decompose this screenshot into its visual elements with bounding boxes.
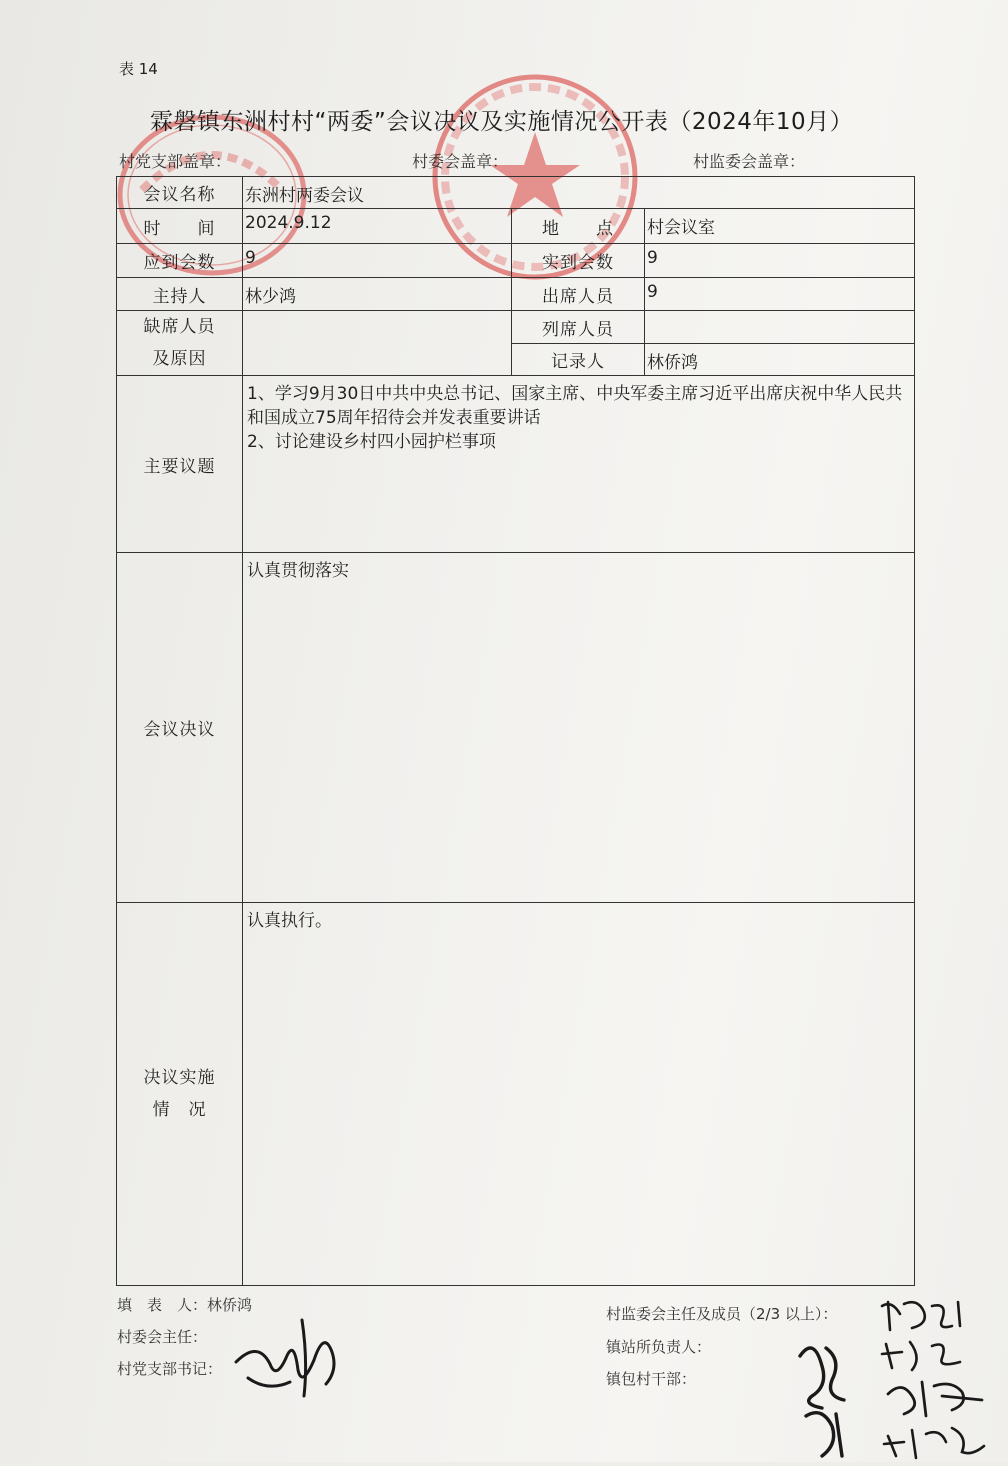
recorder-label: 记录人 <box>512 344 645 376</box>
station-head-label: 镇站所负责人： <box>606 1338 712 1356</box>
observers-value <box>645 311 915 344</box>
implementation-label-line-2: 情 况 <box>152 1100 207 1120</box>
topic-item-1: 1、学习9月30日中共中央总书记、国家主席、中央军委主席习近平出席庆祝中华人民共和国成立75周年招待会并发表重要讲话 <box>247 384 903 428</box>
implementation-value: 认真执行。 <box>243 903 915 1286</box>
observers-label: 列席人员 <box>512 311 645 344</box>
meeting-name-label: 会议名称 <box>117 177 243 209</box>
absent-value <box>243 311 512 376</box>
actual-count-value: 9 <box>645 244 915 278</box>
meeting-name-value: 东洲村两委会议 <box>243 177 915 209</box>
supervision-signatures-icon <box>792 1296 992 1462</box>
location-label: 地 点 <box>512 209 645 244</box>
document-title: 霖磐镇东洲村村“两委”会议决议及实施情况公开表（2024年10月） <box>150 109 854 135</box>
topics-label: 主要议题 <box>117 376 243 553</box>
topic-item-2: 2、讨论建设乡村四小园护栏事项 <box>247 432 496 452</box>
supervision-committee-seal-label: 村监委会盖章： <box>693 152 806 171</box>
party-secretary-label: 村党支部书记： <box>117 1360 223 1378</box>
absent-label <box>117 311 243 376</box>
village-committee-seal-label: 村委会盖章： <box>412 152 509 171</box>
host-value: 林少鸿 <box>243 278 512 311</box>
topics-value <box>243 376 915 553</box>
host-label: 主持人 <box>117 278 243 311</box>
resolution-value: 认真贯彻落实 <box>243 553 915 903</box>
location-value: 村会议室 <box>645 209 915 244</box>
absent-label-line-1: 缺席人员 <box>143 317 216 337</box>
expected-count-value: 9 <box>243 244 512 278</box>
committee-director-label: 村委会主任： <box>117 1328 208 1346</box>
implementation-label <box>117 903 243 1286</box>
expected-count-label: 应到会数 <box>117 244 243 278</box>
party-secretary-signature-icon <box>228 1300 348 1410</box>
supervision-members-label: 村监委会主任及成员（2/3 以上）： <box>606 1305 838 1323</box>
absent-label-line-2: 及原因 <box>152 349 207 369</box>
recorder-value: 林侨鸿 <box>645 344 915 376</box>
meeting-record-table <box>116 176 915 1286</box>
implementation-label-line-1: 决议实施 <box>143 1068 216 1088</box>
filler-label: 填 表 人：林侨鸿 <box>117 1296 253 1314</box>
resolution-label: 会议决议 <box>117 553 243 903</box>
attendees-value: 9 <box>645 278 915 311</box>
attendees-label: 出席人员 <box>512 278 645 311</box>
actual-count-label: 实到会数 <box>512 244 645 278</box>
town-cadre-label: 镇包村干部： <box>606 1370 697 1388</box>
time-label: 时 间 <box>117 209 243 244</box>
party-branch-seal-label: 村党支部盖章： <box>119 152 232 171</box>
time-value: 2024.9.12 <box>243 209 512 244</box>
table-number: 表 14 <box>119 60 158 78</box>
